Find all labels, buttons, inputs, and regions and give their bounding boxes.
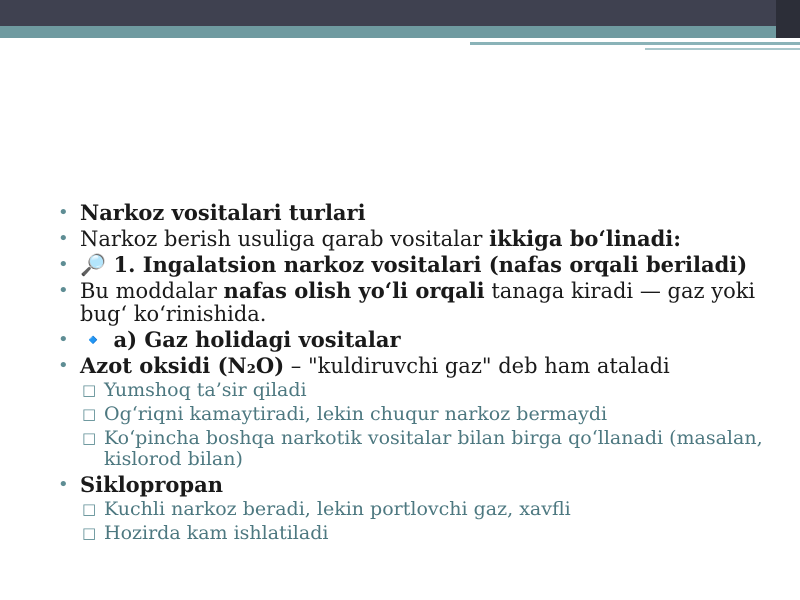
subbullet-combined-use: □ Ko‘pincha boshqa narkotik vositalar bilan birga qo‘llanadi (masalan, kislorod bilan) — [58, 428, 768, 470]
bullet-division: • Narkoz berish usuliga qarab vositalar ikkiga bo‘linadi: — [58, 227, 768, 251]
slide-content — [58, 201, 768, 547]
header-band-teal — [0, 26, 800, 38]
header-band-dark — [0, 0, 800, 26]
header-accent-block — [776, 0, 800, 38]
bullet-route: • Bu moddalar nafas olish yo‘li orqali tanaga kiradi — gaz yoki bug‘ ko‘rinishida. — [58, 279, 768, 326]
subbullet-pain-relief: □ Og‘riqni kamaytiradi, lekin chuqur narkoz bermaydi — [58, 404, 768, 425]
bullet-inhalation: • 🔎 1. Ingalatsion narkoz vositalari (nafas orqali beriladi) — [58, 253, 768, 277]
bullet-cyclopropane: • Siklopropan — [58, 473, 768, 497]
header-accent-line-secondary — [645, 48, 800, 50]
subbullet-mild-effect: □ Yumshoq ta’sir qiladi — [58, 380, 768, 401]
bullet-gas-agents: • 🔹 a) Gaz holidagi vositalar — [58, 328, 768, 352]
header-accent-line — [470, 42, 800, 45]
subbullet-explosive: □ Kuchli narkoz beradi, lekin portlovchi gaz, xavfli — [58, 499, 768, 520]
subbullet-rarely-used: □ Hozirda kam ishlatiladi — [58, 523, 768, 544]
bullet-nitrous-oxide: • Azot oksidi (N₂O) – "kuldiruvchi gaz" deb ham ataladi — [58, 354, 768, 378]
bullet-title: • Narkoz vositalari turlari — [58, 201, 768, 225]
bullet-list — [58, 201, 768, 544]
